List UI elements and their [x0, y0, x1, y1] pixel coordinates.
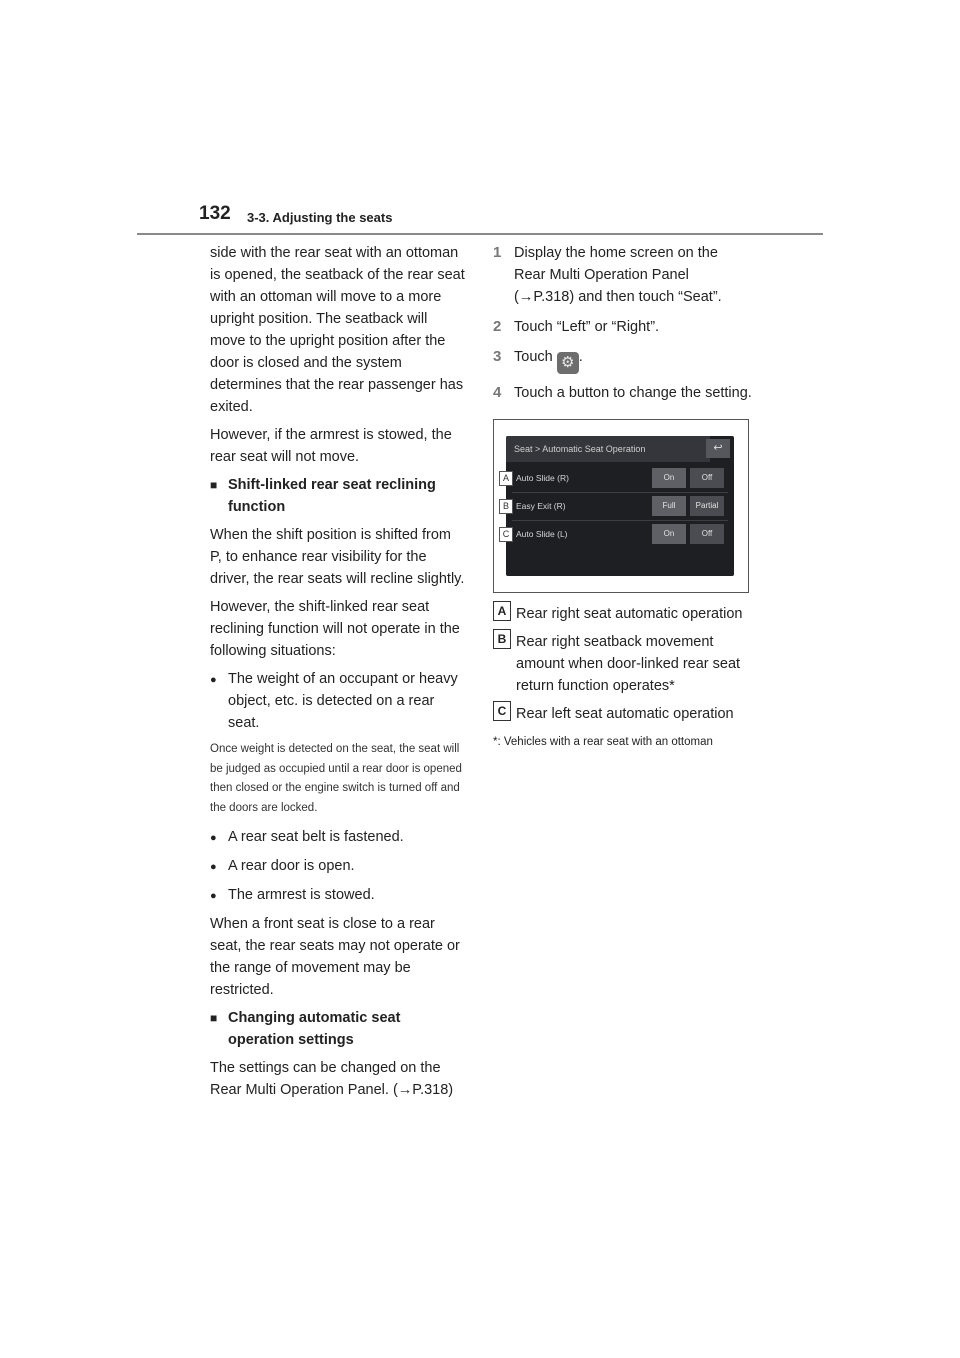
bullet-item: [210, 884, 465, 907]
legend-key: A: [493, 601, 511, 621]
heading-shift-linked: [210, 474, 465, 518]
heading-text: Changing automatic seat operation settings: [228, 1010, 401, 1048]
bullet-item: [210, 668, 465, 734]
gear-icon: ⚙: [557, 352, 579, 374]
off-button[interactable]: Off: [690, 524, 724, 544]
intro-paragraph: side with the rear seat with an ottoman is opened, the seatback of the rear seat with an ottoman will move to a more upright position. The seatback will move to the upright position after the door is closed and the system determines that the rear passenger has exited.: [210, 245, 465, 415]
heading-changing-settings: [210, 1007, 465, 1051]
bullet-text: A rear door is open.: [228, 858, 355, 874]
on-button[interactable]: On: [652, 468, 686, 488]
settings-paragraph: The settings can be changed on the Rear Multi Operation Panel. (→P.318): [210, 1060, 454, 1098]
note-paragraph: Once weight is detected on the seat, the seat will be judged as occupied until a rear door is opened then closed or the engine switch is turned off and the doors are locked.: [210, 743, 462, 814]
row-divider: [512, 492, 728, 493]
shift-paragraph: When the shift position is shifted from P, to enhance rear visibility for the driver, the rear seats will recline slightly.: [210, 527, 465, 587]
bullet-dot-icon: ●: [210, 890, 217, 902]
back-button[interactable]: ↩: [706, 439, 730, 458]
screen-figure: [493, 419, 749, 593]
legend-text: Rear left seat automatic operation: [516, 706, 734, 722]
header-rule: [137, 233, 823, 235]
callout-c: C: [499, 527, 513, 542]
setting-label: Auto Slide (R): [516, 473, 569, 483]
armrest-paragraph: However, if the armrest is stowed, the rear seat will not move.: [210, 427, 452, 465]
right-column: [493, 242, 753, 753]
step-text: Touch a button to change the setting.: [514, 385, 752, 401]
step-text: Display the home screen on the Rear Multi Operation Panel (→P.318) and then touch “Seat”.: [514, 245, 722, 305]
bullet-dot-icon: ●: [210, 832, 217, 844]
shift-however-paragraph: However, the shift-linked rear seat reclining function will not operate in the following situations:: [210, 599, 460, 659]
callout-a: A: [499, 471, 513, 486]
step-2: [493, 316, 753, 338]
legend-item-b: [493, 631, 753, 697]
step-text: [514, 346, 583, 374]
heading-text: Shift-linked rear seat reclining function: [228, 477, 436, 515]
bullet-dot-icon: ●: [210, 674, 217, 686]
legend-text: Rear right seatback movement amount when door-linked rear seat return function operates*: [516, 634, 741, 694]
setting-row-auto-slide-r: [506, 466, 734, 490]
screen-title: Seat > Automatic Seat Operation: [506, 436, 710, 462]
bullet-text: The armrest is stowed.: [228, 887, 375, 903]
on-button[interactable]: On: [652, 524, 686, 544]
square-icon: ■: [210, 478, 218, 492]
panel-screen: [506, 436, 734, 576]
setting-row-auto-slide-l: [506, 522, 734, 546]
setting-label: Auto Slide (L): [516, 529, 568, 539]
callout-b: B: [499, 499, 513, 514]
step-text-before: Touch: [514, 349, 553, 365]
row-divider: [512, 520, 728, 521]
bullet-item: [210, 826, 465, 849]
square-icon: ■: [210, 1011, 218, 1025]
legend-text: Rear right seat automatic operation: [516, 606, 743, 622]
step-4: [493, 382, 753, 404]
footnote: *: Vehicles with a rear seat with an ottoman: [493, 736, 713, 748]
setting-row-easy-exit-r: [506, 494, 734, 518]
off-button[interactable]: Off: [690, 468, 724, 488]
step-text-after: .: [578, 349, 583, 365]
front-seat-paragraph: When a front seat is close to a rear seat, the rear seats may not operate or the range of movement may be restricted.: [210, 916, 460, 998]
bullet-dot-icon: ●: [210, 861, 217, 873]
step-3: [493, 346, 753, 374]
full-button[interactable]: Full: [652, 496, 686, 516]
step-text: Touch “Left” or “Right”.: [514, 319, 660, 335]
step-1: [493, 242, 753, 308]
section-title: 3-3. Adjusting the seats: [247, 210, 393, 225]
step-number: 2: [493, 318, 502, 335]
legend-key: B: [493, 629, 511, 649]
step-number: 1: [493, 244, 502, 261]
page-number: 132: [199, 203, 231, 224]
partial-button[interactable]: Partial: [690, 496, 724, 516]
step-number: 4: [493, 384, 502, 401]
bullet-item: [210, 855, 465, 878]
bullet-text: The weight of an occupant or heavy object, etc. is detected on a rear seat.: [228, 671, 458, 731]
setting-label: Easy Exit (R): [516, 501, 566, 511]
legend-item-a: [493, 603, 753, 625]
legend-key: C: [493, 701, 511, 721]
bullet-text: A rear seat belt is fastened.: [228, 829, 404, 845]
step-number: 3: [493, 348, 502, 365]
legend-item-c: [493, 703, 753, 725]
left-column: [210, 242, 465, 1107]
